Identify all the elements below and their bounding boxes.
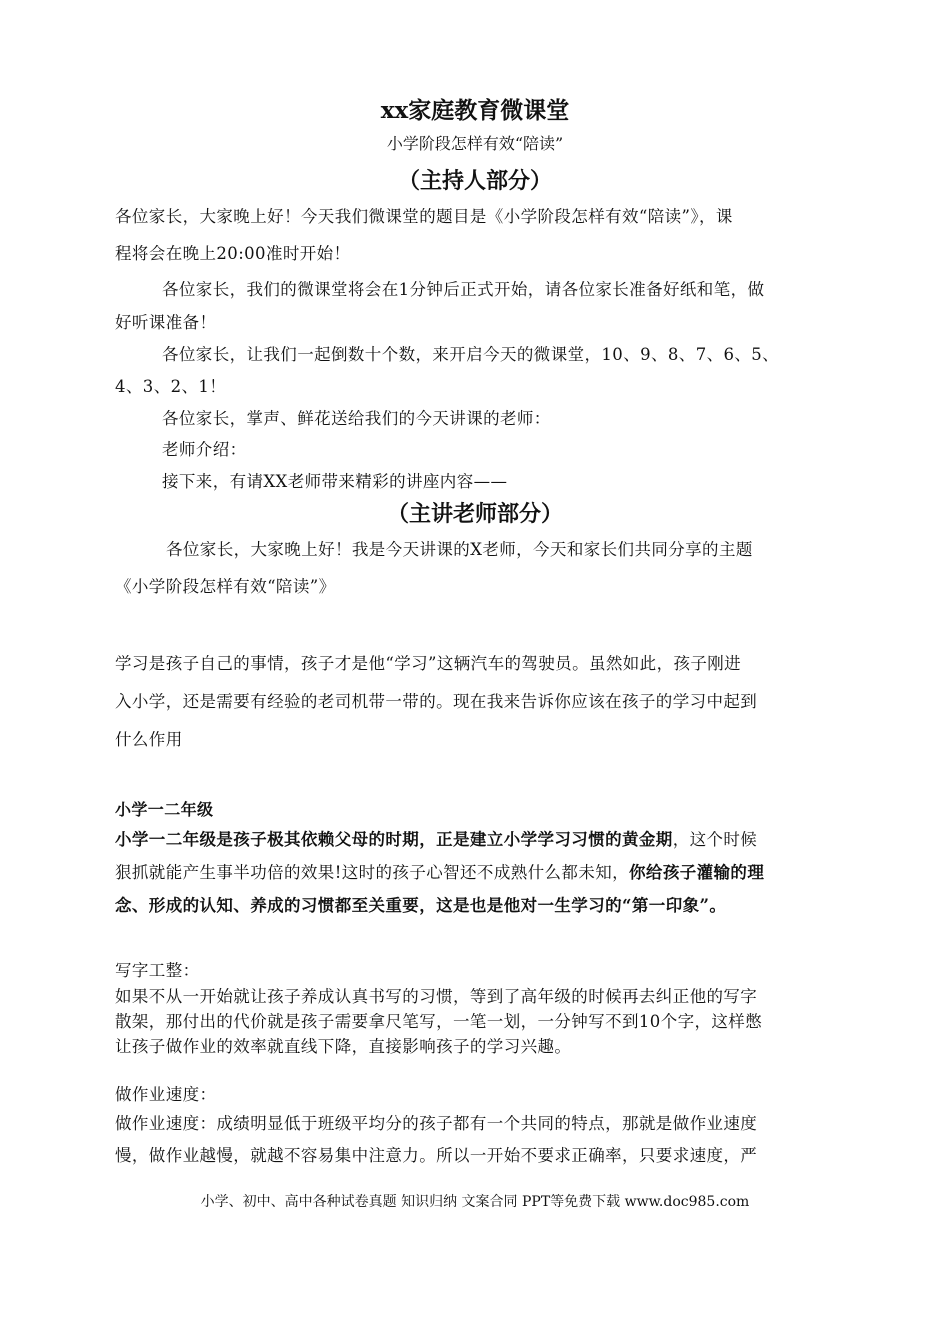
homework-line-2: 慢，做作业越慢，就越不容易集中注意力。所以一开始不要求正确率，只要求速度，严 [115,1146,758,1165]
host-paragraph-6: 接下来，有请XX老师带来精彩的讲座内容—— [162,472,508,491]
homework-heading: 做作业速度： [115,1085,217,1104]
teacher-section-heading: （主讲老师部分） [386,501,563,527]
grade-heading: 小学一二年级 [115,800,214,819]
grade-line-1 [115,826,757,850]
host-paragraph-5: 老师介绍： [162,440,247,459]
writing-line-2: 散架，那付出的代价就是孩子需要拿尺笔写，一笔一划，一分钟写不到10个字，这样憋 [115,1012,763,1031]
writing-heading: 写字工整： [115,961,200,980]
host-paragraph-3-line-2: 4、3、2、1！ [115,377,227,396]
host-paragraph-1-line-1: 各位家长，大家晚上好！今天我们微课堂的题目是《小学阶段怎样有效“陪读”》，课 [115,207,733,226]
writing-line-3: 让孩子做作业的效率就直线下降，直接影响孩子的学习兴趣。 [115,1037,572,1056]
homework-line-1: 做作业速度：成绩明显低于班级平均分的孩子都有一个共同的特点，那就是做作业速度 [115,1114,758,1133]
document-title: xx家庭教育微课堂 [380,97,570,124]
teacher-paragraph-2-line-3: 什么作用 [115,730,183,749]
teacher-paragraph-2-line-1: 学习是孩子自己的事情，孩子才是他“学习”这辆汽车的驾驶员。虽然如此，孩子刚进 [115,654,742,673]
teacher-paragraph-2-line-2: 入小学，还是需要有经验的老司机带一带的。现在我来告诉你应该在孩子的学习中起到 [115,692,758,711]
host-section-heading: （主持人部分） [397,168,552,194]
document-subtitle: 小学阶段怎样有效“陪读” [386,134,564,153]
grade-line-2-normal: 狠抓就能产生事半功倍的效果!这时的孩子心智还不成熟什么都未知， [115,863,630,882]
page-footer: 小学、初中、高中各种试卷真题 知识归纳 文案合同 PPT等免费下载 www.doc985.com [200,1194,750,1210]
host-paragraph-1-line-2: 程将会在晚上20:00准时开始！ [115,244,351,263]
teacher-paragraph-1-line-1: 各位家长，大家晚上好！我是今天讲课的X老师，今天和家长们共同分享的主题 [166,540,753,559]
grade-line-1-rest: ，这个时候 [672,830,758,849]
host-paragraph-2-line-2: 好听课准备！ [115,313,217,332]
teacher-paragraph-1-line-2: 《小学阶段怎样有效“陪读”》 [115,577,336,596]
host-paragraph-2-line-1: 各位家长，我们的微课堂将会在1分钟后正式开始，请各位家长准备好纸和笔，做 [162,280,765,299]
grade-line-3: 念、形成的认知、养成的习惯都至关重要，这是也是他对一生学习的“第一印象”。 [115,896,727,915]
writing-line-1: 如果不从一开始就让孩子养成认真书写的习惯，等到了高年级的时候再去纠正他的写字 [115,987,758,1006]
host-paragraph-4: 各位家长，掌声、鲜花送给我们的今天讲课的老师： [162,409,551,428]
grade-line-2-bold: 你给孩子灌输的理 [629,863,765,882]
host-paragraph-3-line-1: 各位家长，让我们一起倒数十个数，来开启今天的微课堂，10、9、8、7、6、5、 [162,345,780,364]
grade-line-1-bold: 小学一二年级是孩子极其依赖父母的时期，正是建立小学学习习惯的黄金期 [115,830,673,849]
grade-line-2 [115,859,764,883]
